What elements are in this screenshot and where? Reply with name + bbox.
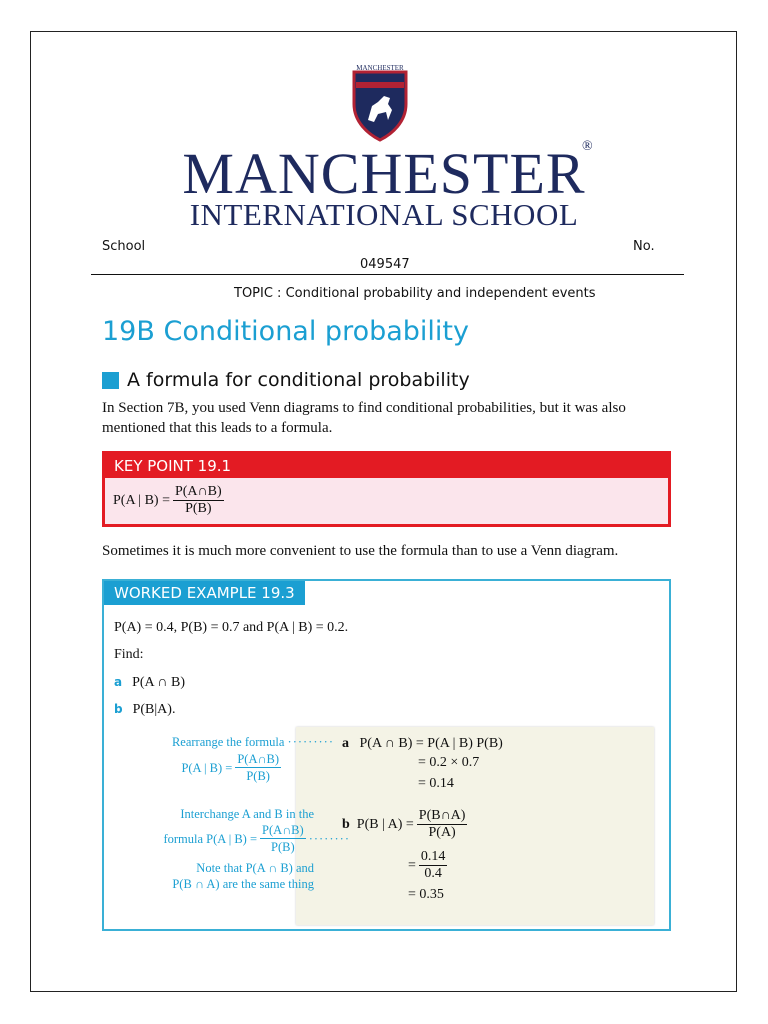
note-interchange-2: formula P(A | B) = $\frac{P(A\cap B)}{P(B)}$ ········ <box>163 823 350 854</box>
sol-b-lhs: P(B | A) = <box>356 816 414 832</box>
sub-title <box>102 369 470 391</box>
worked-example-heading: WORKED EXAMPLE 19.3 <box>104 581 305 605</box>
formula-lhs: P(A | B) = <box>113 492 170 508</box>
note-rearrange-formula <box>164 751 284 784</box>
note-a-lhs: P(A | B) = <box>181 760 233 775</box>
given-values: P(A) = 0.4, P(B) = 0.7 and P(A | B) = 0.2. <box>114 620 349 635</box>
topic-line: TOPIC : Conditional probability and independent events <box>234 286 596 301</box>
part-b-question <box>114 702 175 718</box>
header-divider <box>91 274 684 275</box>
note-a-den: P(B) <box>246 769 270 783</box>
sol-a-label: a <box>342 736 349 751</box>
crest-text: MANCHESTER <box>356 64 404 72</box>
note-interchange-1: Interchange A and B in the <box>180 807 314 821</box>
school-label: School <box>102 239 146 254</box>
sub-title-text: A formula for conditional probability <box>127 369 470 391</box>
part-a-label: a <box>114 675 123 689</box>
section-title: 19B Conditional probability <box>102 316 469 347</box>
intro-paragraph: In Section 7B, you used Venn diagrams to find conditional probabilities, but it was also mentioned that this leads to a formula. <box>102 400 626 436</box>
note-b-den: P(B) <box>271 840 295 854</box>
key-point-box <box>102 451 671 527</box>
sol-b-line3: = 0.35 <box>408 887 444 902</box>
part-b-text: P(B|A). <box>132 702 176 717</box>
school-main-name: MANCHESTER <box>182 141 586 206</box>
note-rearrange-text: Rearrange the formula <box>171 735 285 749</box>
formula-numerator: P(A∩B) <box>174 484 222 499</box>
part-a-text: P(A ∩ B) <box>132 675 186 690</box>
note-b2-text: formula P(A | B) = <box>163 831 258 846</box>
sol-b-den: P(A) <box>428 825 456 840</box>
worked-example-box <box>102 579 671 931</box>
sol-b-eq: = <box>408 857 416 873</box>
school-number: 049547 <box>360 257 410 272</box>
sol-a1: P(A ∩ B) = P(A | B) P(B) <box>359 736 503 751</box>
note-same-1: Note that P(A ∩ B) and <box>196 861 314 875</box>
bridge-text: Sometimes it is much more convenient to use the formula than to use a Venn diagram. <box>102 543 619 559</box>
note-same-2: P(B ∩ A) are the same thing <box>172 877 314 891</box>
sol-a-line2: = 0.2 × 0.7 <box>418 755 480 770</box>
sol-b-num: P(B∩A) <box>418 808 466 823</box>
sol-b2-den: 0.4 <box>424 866 442 881</box>
sol-a-line1 <box>342 736 503 752</box>
school-sub-name: INTERNATIONAL SCHOOL <box>189 197 579 232</box>
sol-b2-num: 0.14 <box>420 849 446 864</box>
find-label: Find: <box>114 647 144 662</box>
key-point-heading: KEY POINT 19.1 <box>105 454 668 478</box>
sol-a-line3: = 0.14 <box>418 776 454 791</box>
part-a-question <box>114 675 185 691</box>
formula-denominator: P(B) <box>185 501 212 516</box>
school-crest-icon <box>348 62 412 142</box>
part-b-label: b <box>114 702 123 716</box>
note-rearrange: Rearrange the formula ········· <box>171 735 334 749</box>
sol-b-line2 <box>408 849 450 882</box>
note-a-num: P(A∩B) <box>237 752 279 766</box>
sol-b-label: b <box>342 816 350 832</box>
no-label: No. <box>633 239 655 254</box>
key-point-formula <box>105 478 668 517</box>
registered-mark: ® <box>582 139 593 154</box>
square-bullet-icon <box>102 372 119 389</box>
sol-b-line1 <box>342 808 470 841</box>
note-b-num: P(A∩B) <box>262 823 304 837</box>
